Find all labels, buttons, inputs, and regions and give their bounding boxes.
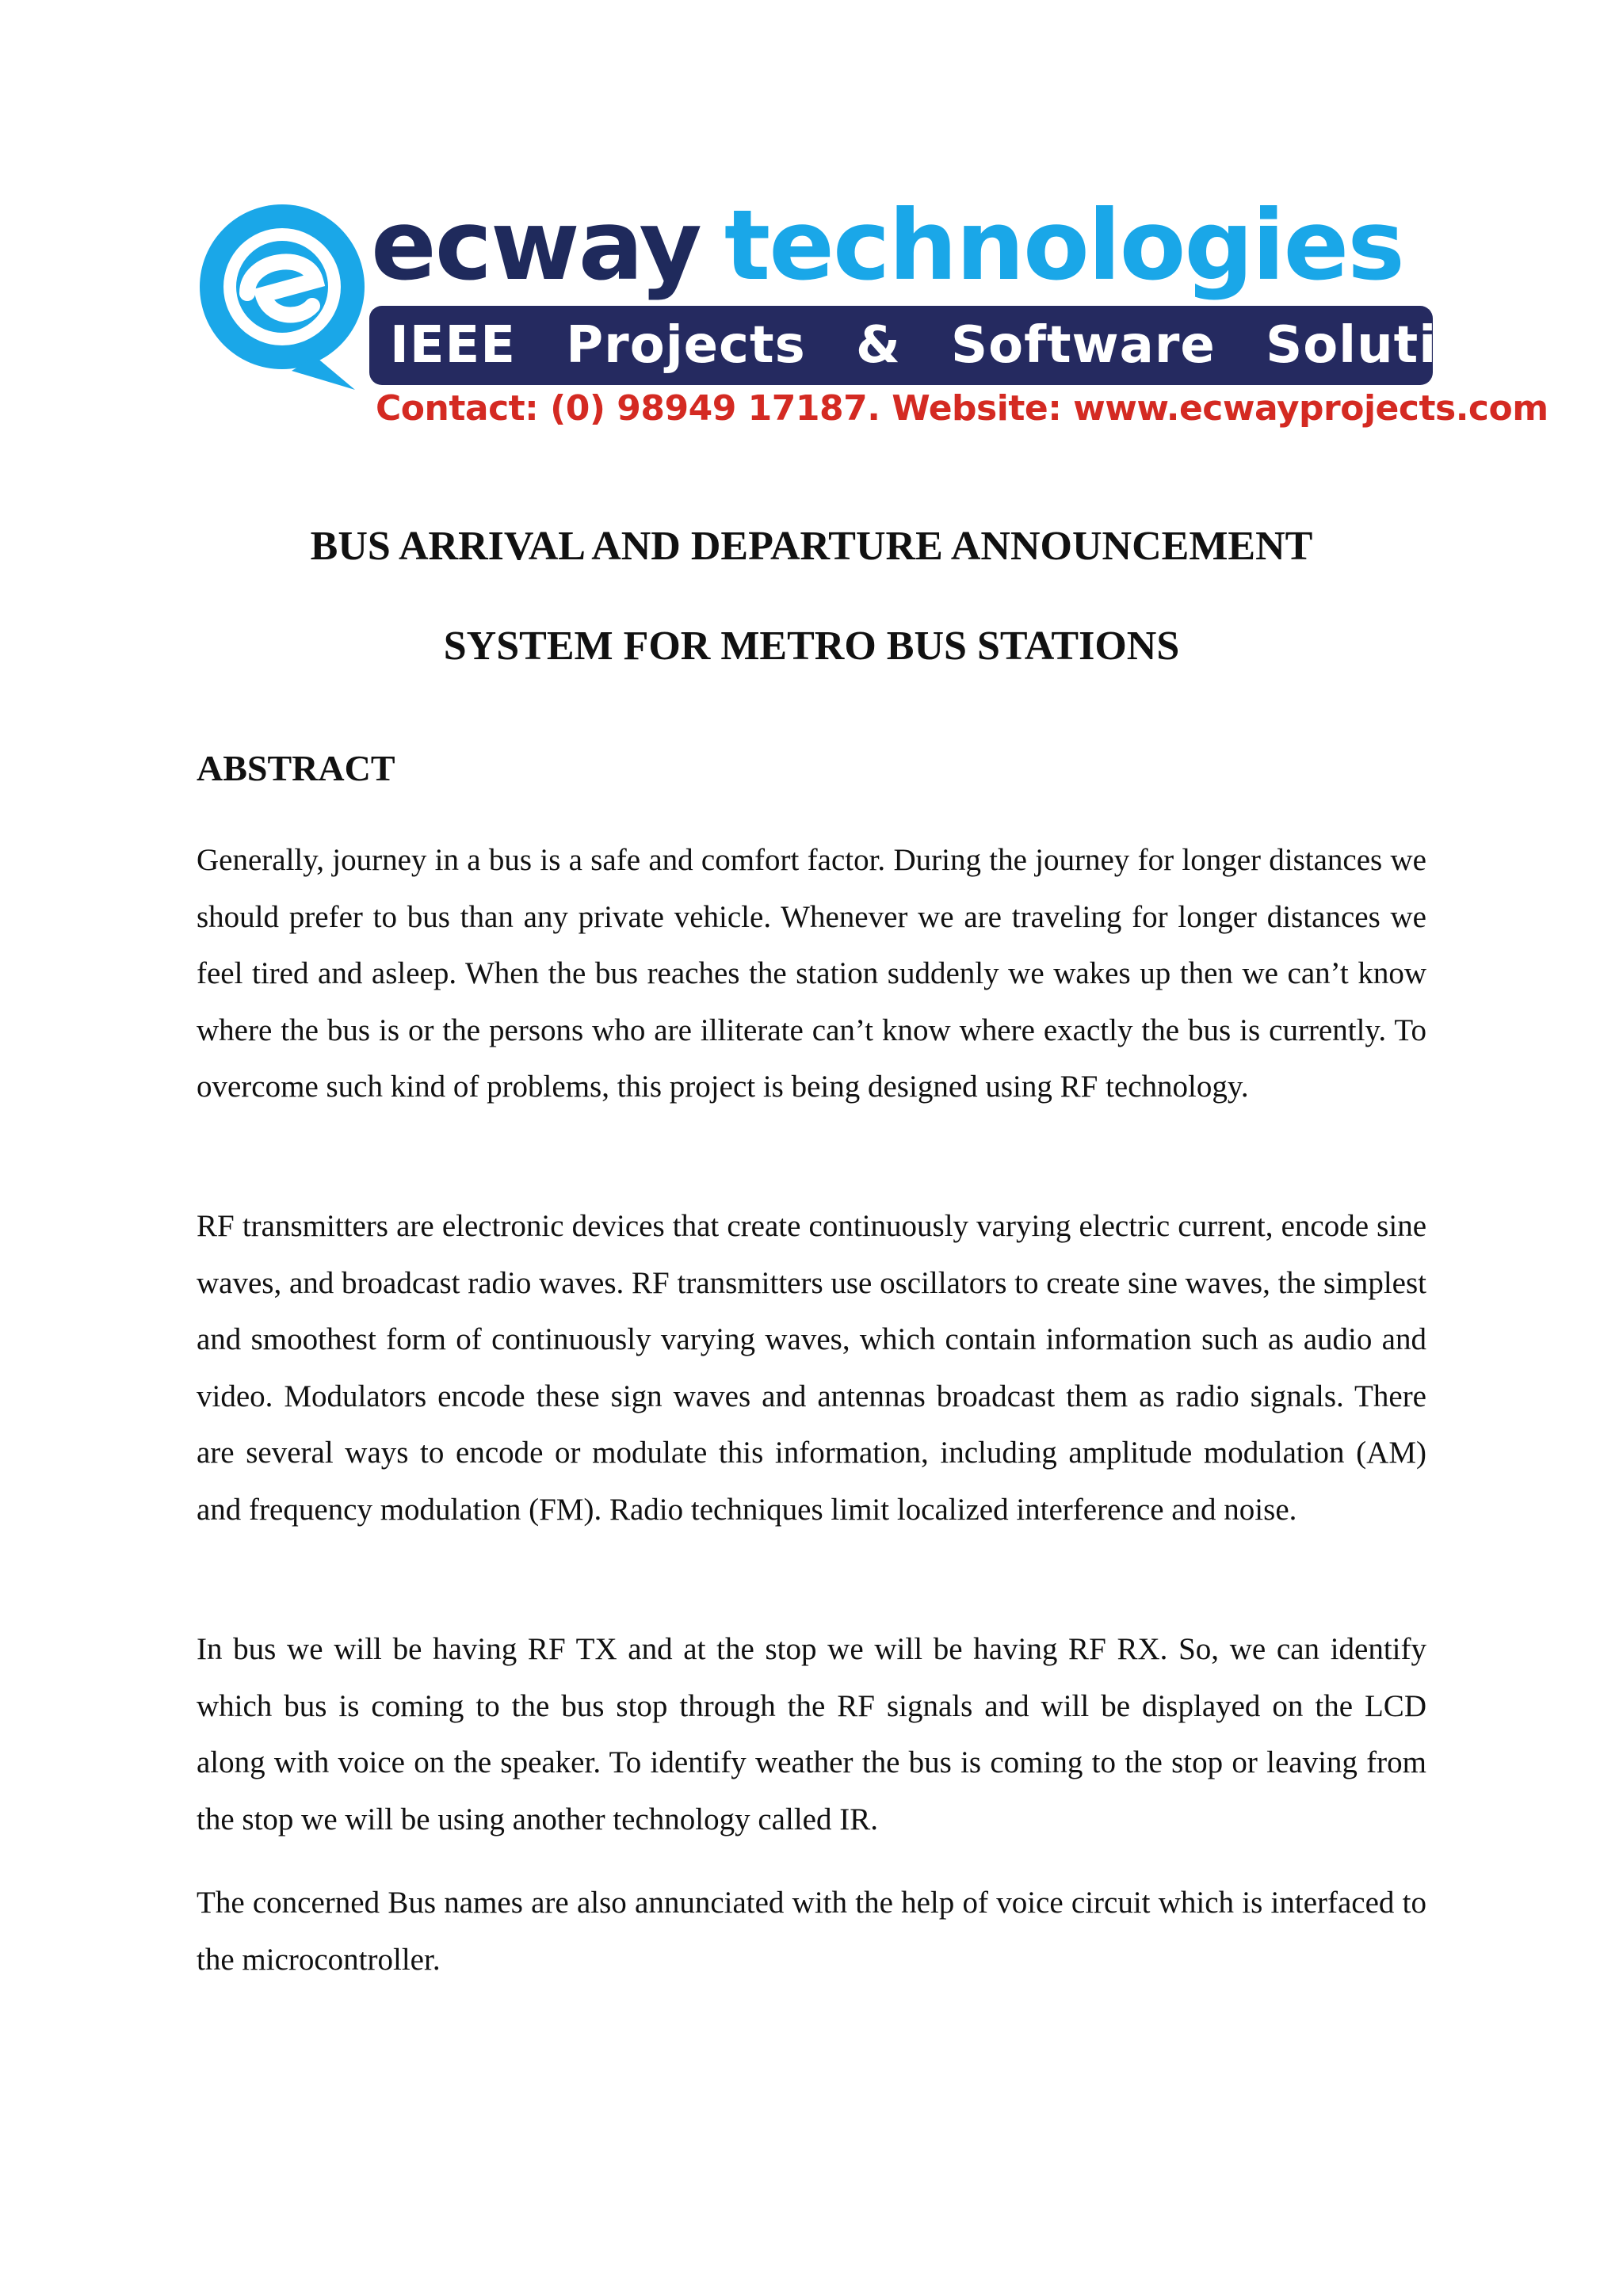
abstract-paragraph-3: In bus we will be having RF TX and at the stop we will be having RF RX. So, we can identify which bus is coming to the bus stop through the RF signals and will be displayed on the LCD along with voice on the speaker. To identify weather the bus is coming to the stop or leaving from the stop we will be using another technology called IR. [197, 1632, 1426, 1836]
company-logo [197, 189, 1549, 436]
ecway-e-emblem-icon [197, 201, 371, 399]
tagline-text: IEEE Projects & Software Solutions [390, 316, 1541, 375]
abstract-paragraph-1: Generally, journey in a bus is a safe and comfort factor. During the journey for longer distances we should prefer to bus than any private vehicle. Whenever we are traveling for longer distances we feel tired and asleep. When the bus reaches the station suddenly we wakes up then we can’t know where the bus is or the persons who are illiterate can’t know where exactly the bus is currently. To overcome such kind of problems, this project is being designed using RF technology. [197, 843, 1426, 1104]
document-title-line-2: SYSTEM FOR METRO BUS STATIONS [443, 624, 1180, 669]
contact-line: Contact: (0) 98949 17187. Website: www.ecwayprojects.com [376, 388, 1549, 429]
brand-part-ecway: ecway [371, 189, 701, 302]
abstract-heading: ABSTRACT [197, 748, 395, 788]
document-title-line-1: BUS ARRIVAL AND DEPARTURE ANNOUNCEMENT [310, 524, 1313, 569]
brand-wordmark [371, 190, 1403, 301]
abstract-paragraph-2: RF transmitters are electronic devices that create continuously varying electric current, encode sine waves, and broadcast radio waves. RF transmitters use oscillators to create sine waves, the simplest and smoothest form of continuously varying waves, which contain information such as audio and video. Modulators encode these sign waves and antennas broadcast them as radio signals. There are several ways to encode or modulate this information, including amplitude modulation (AM) and frequency modulation (FM). Radio techniques limit localized interference and noise. [197, 1209, 1427, 1527]
tagline-bar [369, 306, 1541, 385]
brand-part-technologies: technologies [724, 189, 1403, 302]
abstract-paragraph-4: The concerned Bus names are also annunciated with the help of voice circuit which is interfaced to the microcontroller. [197, 1886, 1426, 1977]
